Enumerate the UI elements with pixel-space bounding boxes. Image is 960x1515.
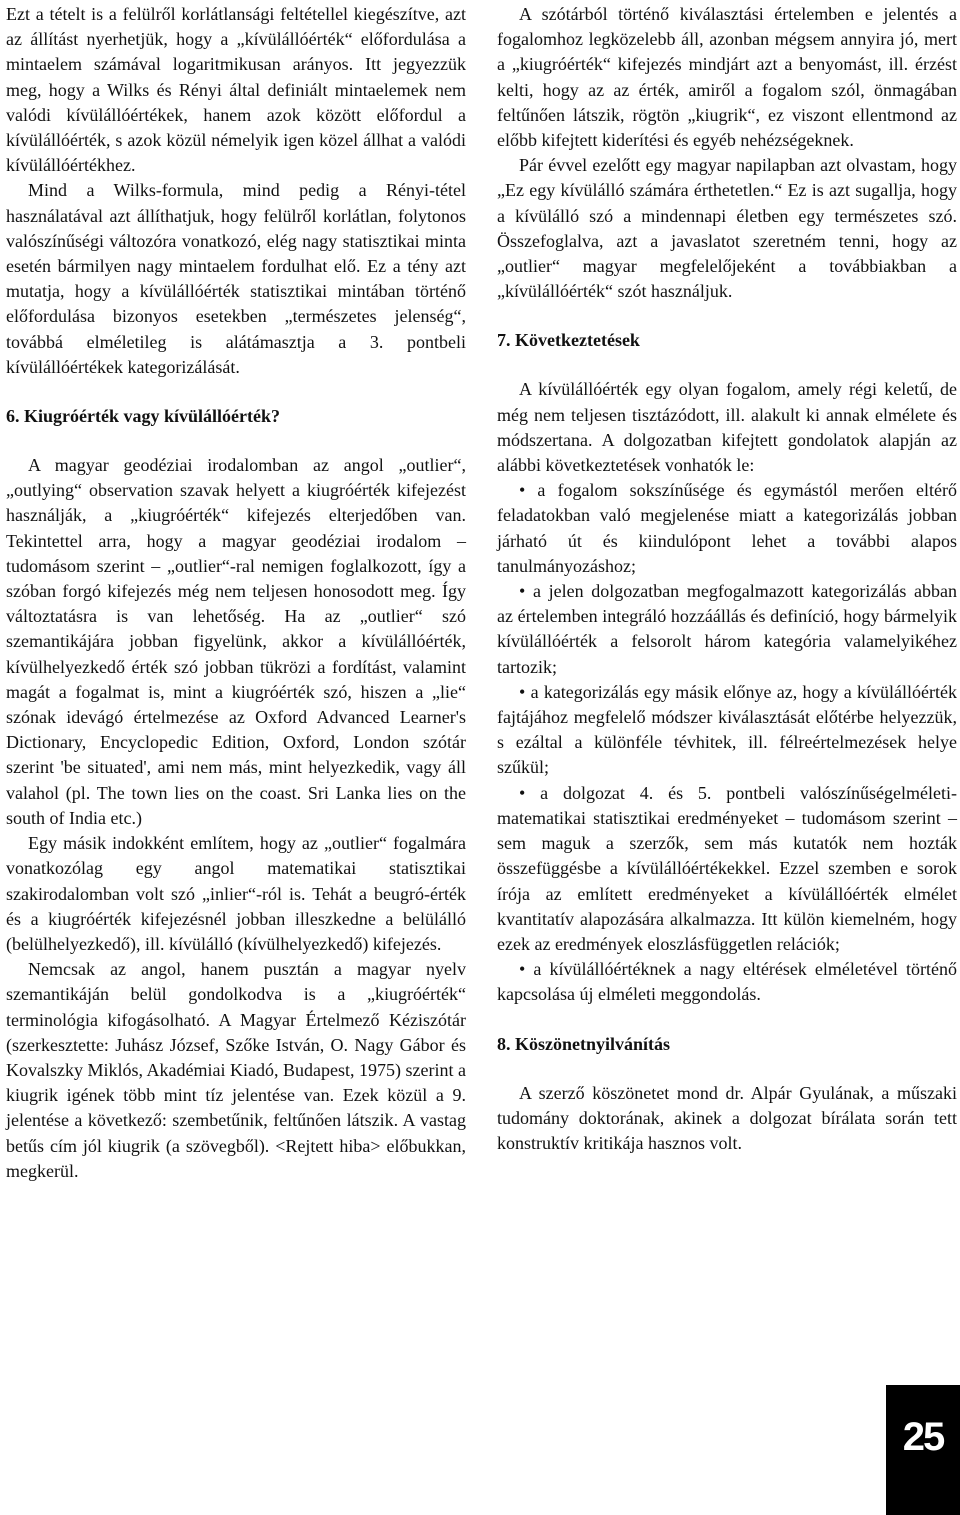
paragraph: Nemcsak az angol, hanem pusztán a magyar nyelv szemantikáján belül gondolkodva is a „kiugróérték“ terminológia kifogásolható. A Magyar Értelmező Kéziszótár (szerkesztette: Juhász József, Szőke István, O. Nagy Gábor és Kovalszky Miklós, Akadémiai Kiadó, Budapest, 1975) szerint a kiugrik igének több mint tíz jelentése van. Ezek közül a 9. jelentése a következő: szembetűnik, feltűnően látszik. A vastag betűs cím jól kiugrik (a szövegből). <Rejtett hiba> előbukkan, megkerül. bbox=[6, 959, 466, 1181]
paragraph: Mind a Wilks-formula, mind pedig a Rényi-tétel használatával azt állíthatjuk, hogy felülről korlátlan, folytonos valószínűségi változóra vonatkozó, elég nagy statisztikai minta esetén bármilyen nagy mintaelem fordulhat elő. Ez a tény azt mutatja, hogy a kívülállóérték statisztikai mintában történő előfordulása bizonyos esetekben „természetes jelenség“, továbbá elméletileg is alátámasztja a 3. pontbeli kívülállóértékek kategorizálását. bbox=[6, 180, 466, 377]
left-column bbox=[6, 2, 466, 1184]
page-number: 25 bbox=[886, 1385, 960, 1515]
right-column bbox=[497, 2, 957, 1156]
section-heading-8: 8. Köszönetnyilvánítás bbox=[497, 1033, 671, 1054]
bullet-item: • a jelen dolgozatban megfogalmazott kategorizálás abban az értelemben integráló hozzáállás és definíció, hogy bármelyik kívülállóérték a felsorolt három kategória valamelyikéhez tartozik; bbox=[497, 581, 957, 677]
paragraph: A kívülállóérték egy olyan fogalom, amely régi keletű, de még nem teljesen tisztázódott, ill. alakult ki annak elmélete és módszertana. A dolgozatban kifejtett gondolatok alapján az alábbi következtetések vonhatók le: bbox=[497, 379, 957, 476]
bullet-item: • a dolgozat 4. és 5. pontbeli valószínűségelméleti-matematikai statisztikai eredményeket – tudomásom szerint – sem maguk a szerzők, sem más kutatók nem hozták összefüggésbe a kívülállóértékekkel. Ezzel szemben e sorok írója az említett eredményeket a kívülállóérték elmélet kvantitatív alapozására alkalmazza. Itt külön kiemelném, hogy ezek az eredmények eloszlásfüggetlen relációk; bbox=[497, 782, 957, 954]
paragraph: Pár évvel ezelőtt egy magyar napilapban azt olvastam, hogy „Ez egy kívülálló számára érthetetlen.“ Ez is azt sugallja, hogy a kívülálló szó a mindennapi életben egy természetes szó. Összefoglalva, azt a javaslatot szeretném tenni, hogy az „outlier“ magyar megfelelőjeként a továbbiakban a „kívülállóérték“ szót használjuk. bbox=[497, 155, 957, 302]
bullet-item: • a fogalom sokszínűsége és egymástól merően eltérő feladatokban való megjelenése miatt a kategorizálás jobban járható út és kiindulópont lehet a további alapos tanulmányozáshoz; bbox=[497, 480, 957, 576]
paragraph: Egy másik indokként említem, hogy az „outlier“ fogalmára vonatkozólag egy angol matematikai statisztikai szakirodalomban volt szó „inlier“-ról is. Tehát a beugró-érték és a kiugróérték kifejezésnél jobban illeszkedne a belülálló (belülhelyezkedő), ill. kívülálló (kívülhelyezkedő) kifejezés. bbox=[6, 833, 466, 954]
bullet-item: • a kívülállóértéknek a nagy eltérések elméletével történő kapcsolása új elméleti meggondolás. bbox=[497, 959, 957, 1005]
bullet-item: • a kategorizálás egy másik előnye az, hogy a kívülállóérték fajtájához megfelelő módszer kiválasztását előtérbe helyezzük, s ezáltal a különféle tévhitek, ill. félreértelmezések helye szűkül; bbox=[497, 681, 957, 778]
paragraph: A szótárból történő kiválasztási értelemben e jelentés a fogalomhoz legközelebb áll, azonban mégsem annyira jó, mert a „kiugróérték“ kifejezés mindjárt azt a benyomást, ill. érzést kelti, hogy az az érték, amiről a fogalom szól, önmagában feltűnően látszik, rögtön „kiugrik“, ez viszont ellentmond az előbb kifejtett kiderítési és egyéb nehézségeknek. bbox=[497, 4, 957, 151]
section-heading-7: 7. Következtetések bbox=[497, 330, 640, 351]
paragraph: Ezt a tételt is a felülről korlátlansági feltétellel kiegészítve, azt az állítást nyerhetjük, hogy a „kívülállóérték“ előfordulása a mintaelem számával logaritmikusan arányos. Itt jegyezzük meg, hogy a Wilks és Rényi által definiált mintaelemek nem valódi kívülállóértékek, hanem azok között előfordul a kívülállóérték, s azok közül némelyik igen közel állhat a valódi kívülállóértékhez. bbox=[6, 4, 466, 176]
paragraph: A magyar geodéziai irodalomban az angol „outlier“, „outlying“ observation szavak helyett a kiugróérték kifejezést használják, a „kiugróérték“ kifejezés elterjedőben van. Tekintettel arra, hogy a magyar geodéziai irodalom – tudomásom szerint – „outlier“-ral nemigen foglalkozott, így a szóban forgó kifejezés még nem teljesen honosodott meg. Így változtatásra is van lehetőség. Ha az „outlier“ szó szemantikájára jobban figyelünk, akkor a kívülállóérték, kívülhelyezkedő érték szó jobban tükrözi a fordítást, valamint magát a fogalmat is, mint a kiugróérték szó, hiszen a „lie“ szónak idevágó értelmezése az Oxford Advanced Learner's Dictionary, Encyclopedic Edition, Oxford, London szótár szerint 'be situated', ami nem más, mint helyezkedik, vagy áll valahol (pl. The town lies on the coast. Sri Lanka lies on the south of India etc.) bbox=[6, 455, 466, 828]
section-heading-6: 6. Kiugróérték vagy kívülállóérték? bbox=[6, 406, 280, 427]
paragraph: A szerző köszönetet mond dr. Alpár Gyulának, a műszaki tudomány doktorának, akinek a dolgozat bírálata során tett konstruktív kritikája hasznos volt. bbox=[497, 1082, 957, 1153]
